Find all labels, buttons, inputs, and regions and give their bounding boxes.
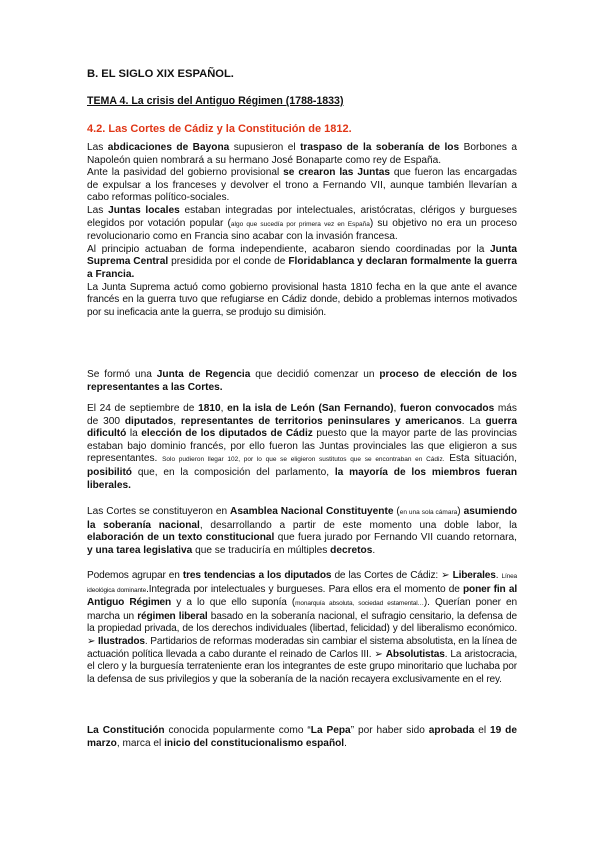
- paragraph-bayona: Las abdicaciones de Bayona supusieron el traspaso de la soberanía de los Borbones a Napoleón quien nombrará a su hermano José Bonaparte como rey de España. Ante la pasividad del gobierno provisional se crearon las Juntas que fueron las encargadas de expulsar a los franceses y devolver el trono a Fernando VII, aunque también llevarían a cabo reformas político-sociales. Las Juntas locales estaban integradas por intelectuales, aristócratas, clérigos y burgueses elegidos por votación popular (algo que sucedía por primera vez en España) su objetivo no era un proceso revolucionario como en Francia sino acabar con la invasión francesa. Al principio actuaban de forma independiente, acabaron siendo coordinadas por la Junta Suprema Central presidida por el conde de Floridablanca y declaran formalmente la guerra a Francia. La Junta Suprema actuó como gobierno provisional hasta 1810 fecha en la que ante el avance francés en la guerra tuvo que refugiarse en Cádiz donde, debido a problemas internos motivados por su ineficacia ante la guerra, se produjo su dimisión.: [87, 142, 518, 318]
- paragraph-regencia: Se formó una Junta de Regencia que decidió comenzar un proceso de elección de los representantes a las Cortes.: [87, 369, 518, 393]
- paragraph-tendencias: Podemos agrupar en tres tendencias a los diputados de las Cortes de Cádiz: ➢ Liberales. Línea ideológica dominante.Integrada por intelectuales y burgueses. Para ellos era el momento de poner fin al Antiguo Régimen y a lo que ello suponía (monarquía absoluta, sociedad estamental…). Querían poner en marcha un régimen liberal basado en la soberanía nacional, el sufragio censitario, la defensa de la propiedad privada, de los derechos individuales (libertad, felicidad) y del liberalismo económico. ➢ Ilustrados. Partidarios de reformas moderadas sin cambiar el sistema absolutista, en la línea de actuación política llevada a cabo durante el reinado de Carlos III. ➢ Absolutistas. La aristocracia, el clero y la burguesía terrateniente eran los integrantes de este grupo minoritario que luchaba por la defensa de sus privilegios y que la soberanía de la nación recayera exclusivamente en el rey.: [87, 570, 518, 685]
- section-title: B. EL SIGLO XIX ESPAÑOL.: [87, 68, 234, 80]
- paragraph-cortes: Las Cortes se constituyeron en Asamblea Nacional Constituyente (en una sola cámara) asumiendo la soberanía nacional, desarrollando a partir de este momento una doble labor, la elaboración de un texto constitucional que fuera jurado por Fernando VII cuando retornara, y una tarea legislativa que se traduciría en múltiples decretos.: [87, 506, 518, 556]
- subsection-title: 4.2. Las Cortes de Cádiz y la Constitución de 1812.: [87, 123, 352, 135]
- topic-title: TEMA 4. La crisis del Antiguo Régimen (1788-1833): [87, 95, 344, 107]
- paragraph-constitucion: La Constitución conocida popularmente como “La Pepa” por haber sido aprobada el 19 de marzo, marca el inicio del constitucionalismo español.: [87, 725, 517, 749]
- paragraph-convocatoria: El 24 de septiembre de 1810, en la isla de León (San Fernando), fueron convocados más de 300 diputados, representantes de territorios peninsulares y americanos. La guerra dificultó la elección de los diputados de Cádiz puesto que la mayor parte de las provincias estaban bajo dominio francés, por ello fueron las Juntas provinciales las que eligieron a sus representantes. Solo pudieron llegar 102, por lo que se eligieron sustitutos que se encontraban en Cádiz. Esta situación, posibilitó que, en la composición del parlamento, la mayoría de los miembros fueran liberales.: [87, 403, 517, 491]
